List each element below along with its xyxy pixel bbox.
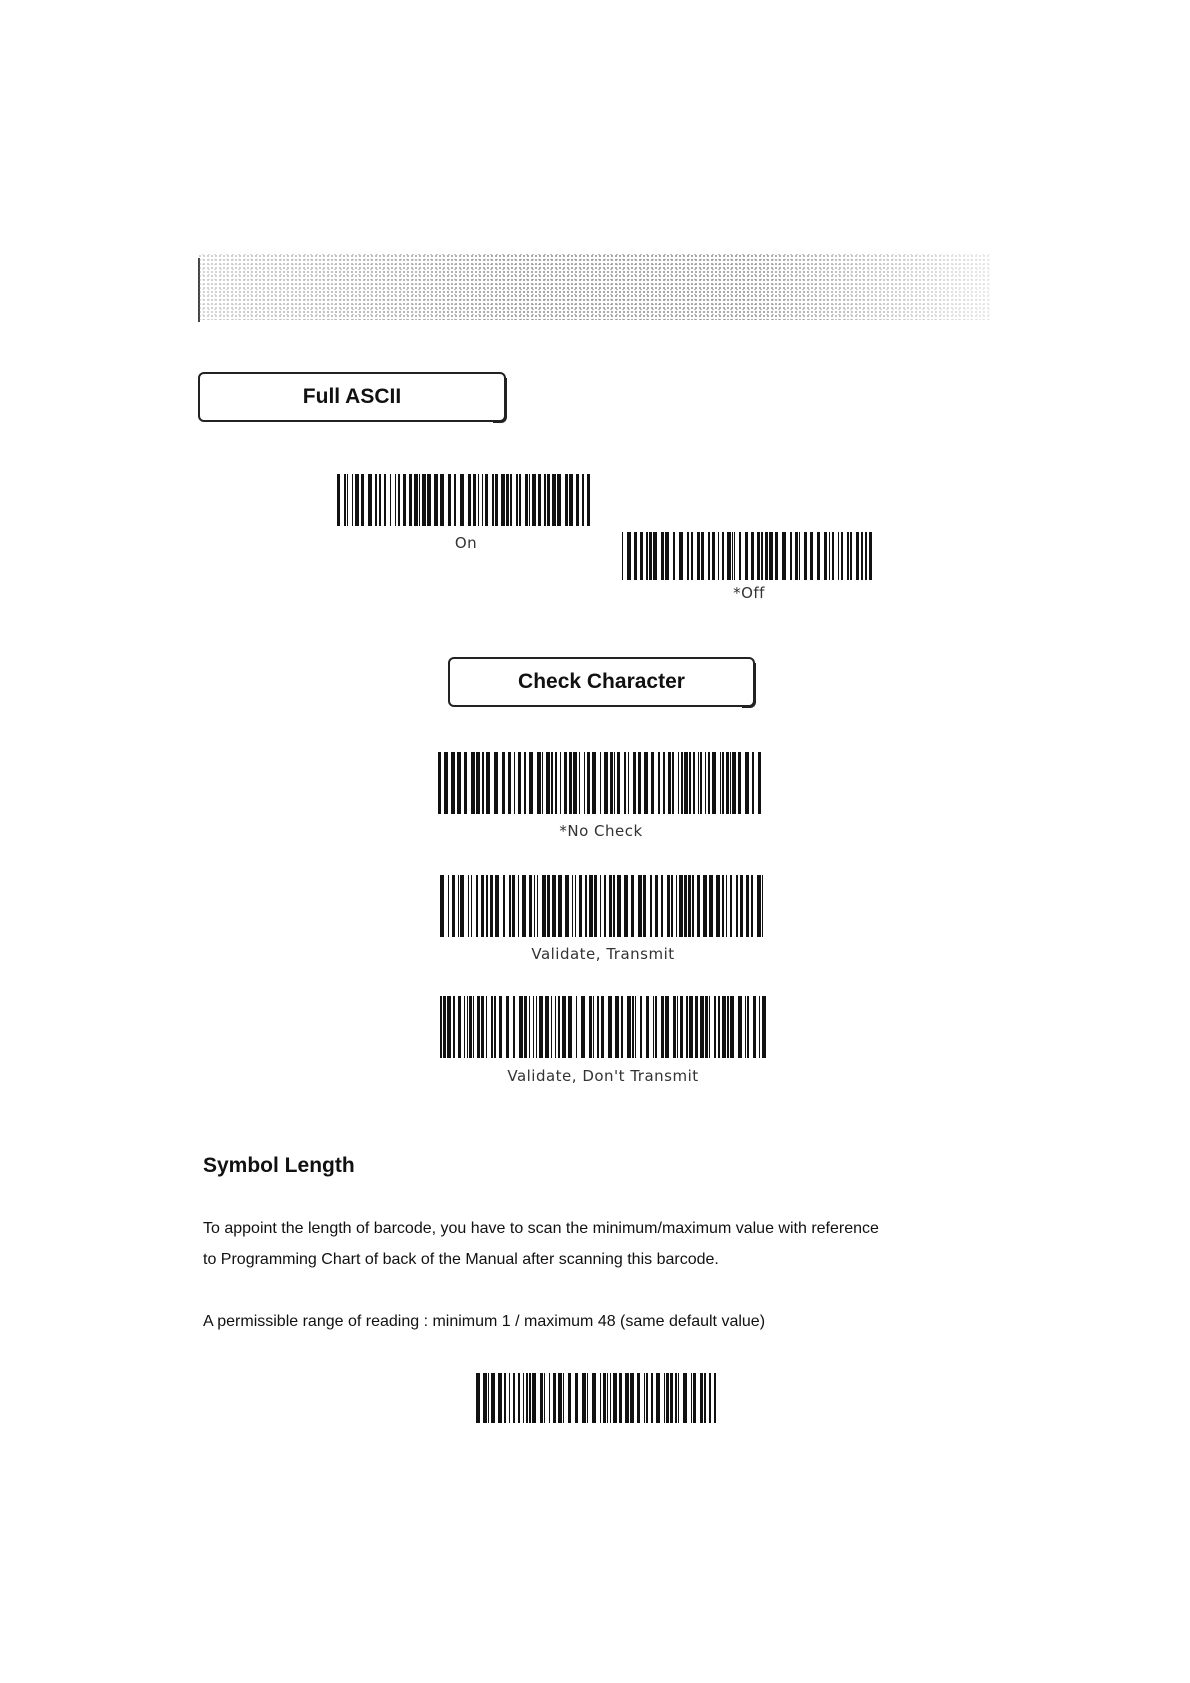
barcode-validate-dont-transmit[interactable] bbox=[440, 996, 766, 1058]
paragraph-line-2: to Programming Chart of back of the Manual after scanning this barcode. bbox=[203, 1251, 719, 1268]
symbol-length-heading: Symbol Length bbox=[203, 1154, 355, 1177]
check-character-title-box bbox=[448, 657, 755, 707]
label-full-ascii-off: *Off bbox=[733, 584, 765, 602]
label-no-check: *No Check bbox=[559, 822, 643, 840]
barcode-full-ascii-on[interactable] bbox=[337, 474, 595, 526]
barcode-symbol-length[interactable] bbox=[476, 1373, 716, 1423]
label-validate-transmit: Validate, Transmit bbox=[531, 945, 675, 963]
range-text: A permissible range of reading : minimum 1 / maximum 48 (same default value) bbox=[203, 1313, 766, 1330]
barcode-validate-transmit[interactable] bbox=[440, 875, 766, 937]
barcode-no-check[interactable] bbox=[438, 752, 764, 814]
full-ascii-title-box bbox=[198, 372, 506, 422]
label-full-ascii-on: On bbox=[454, 534, 478, 552]
full-ascii-title: Full ASCII bbox=[302, 385, 402, 408]
symbol-length-paragraph bbox=[203, 1213, 1023, 1275]
header-band bbox=[198, 254, 990, 320]
label-validate-dont-transmit: Validate, Don't Transmit bbox=[507, 1067, 699, 1085]
paragraph-line-1: To appoint the length of barcode, you have to scan the minimum/maximum value with reference bbox=[203, 1220, 879, 1237]
barcode-full-ascii-off[interactable] bbox=[622, 532, 876, 580]
check-character-title: Check Character bbox=[518, 670, 685, 693]
